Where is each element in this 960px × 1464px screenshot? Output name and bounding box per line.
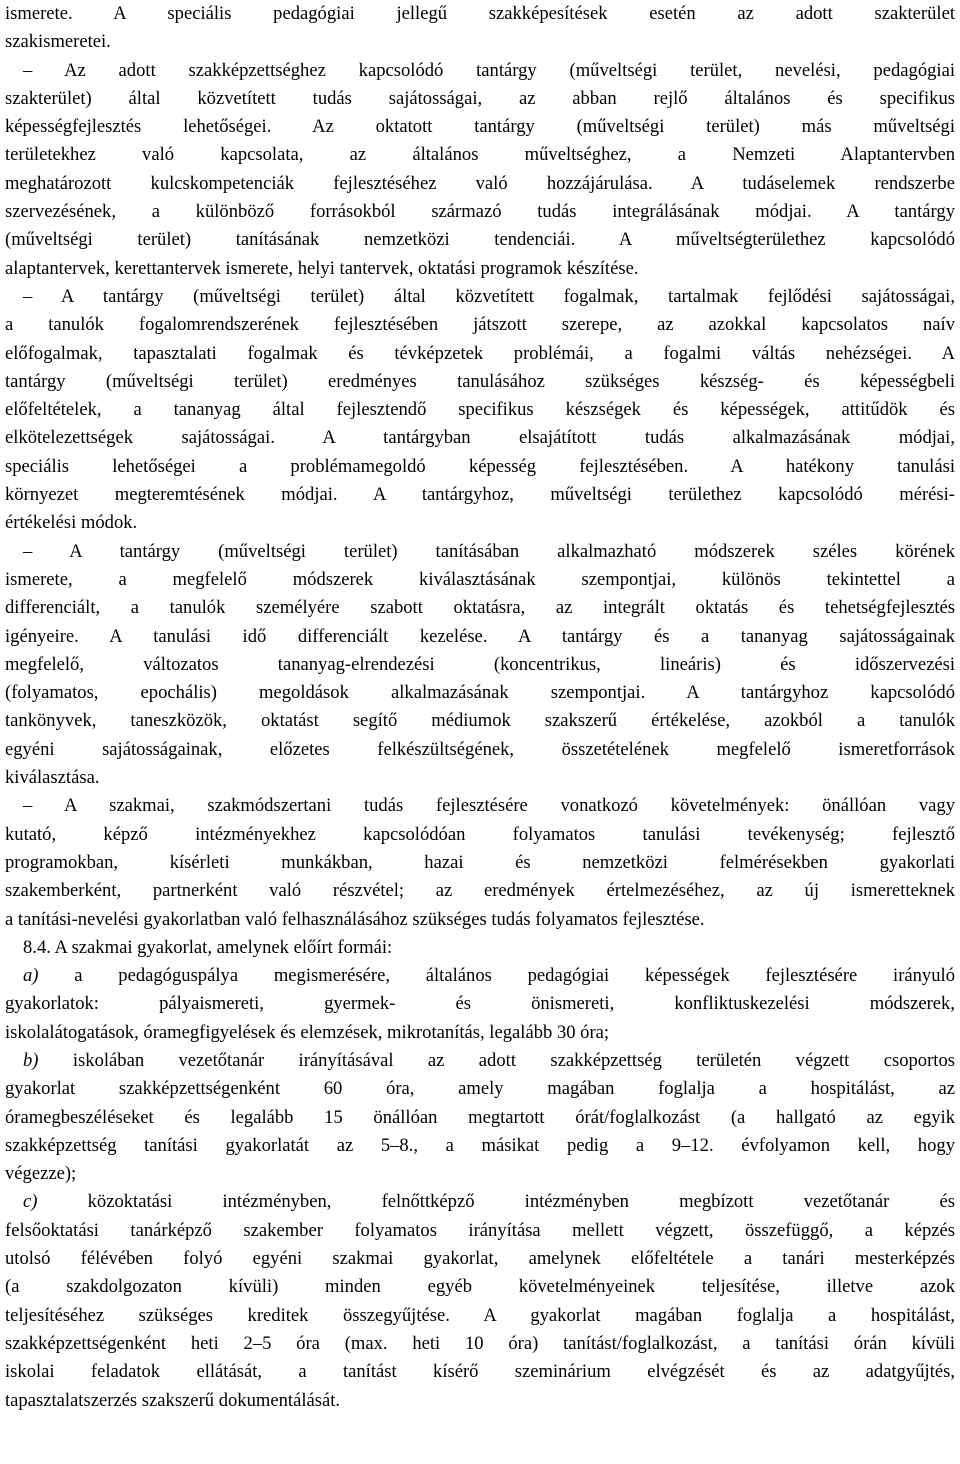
text-line: – A szakmai, szakmódszertani tudás fejlesztésére vonatkozó követelmények: önállóan vagy [23, 795, 955, 817]
text-line: tapasztalatszerzés szakszerű dokumentálását. [5, 1389, 341, 1411]
line-text: a pedagóguspálya megismerésére, általános pedagógiai képességek fejlesztésére irányuló [38, 965, 955, 987]
text-line: környezet megteremtésének módjai. A tantárgyhoz, műveltségi területhez kapcsolódó mérési- [5, 484, 955, 506]
text-line: óramegbeszéléseket és legalább 15 önállóan megtartott órát/foglalkozást (a hallgató az egyik [5, 1106, 955, 1128]
text-line: a tanulók fogalomrendszerének fejlesztésében játszott szerepe, az azokkal kapcsolatos naív [5, 314, 955, 336]
text-line: képességfejlesztés lehetőségei. Az oktatott tantárgy (műveltségi terület) más műveltségi [5, 116, 955, 138]
text-line: – Az adott szakképzettséghez kapcsolódó tantárgy (műveltségi terület, nevelési, pedagógiai [23, 59, 955, 81]
text-line: utolsó félévében folyó egyéni szakmai gyakorlat, amelynek előfeltétele a tanári mesterképzés [5, 1248, 955, 1270]
text-line: (műveltségi terület) tanításának nemzetközi tendenciái. A műveltségterülethez kapcsolódó [5, 229, 955, 251]
text-line: (a szakdolgozaton kívüli) minden egyéb követelményeinek teljesítése, illetve azok [5, 1276, 955, 1298]
text-line [5, 962, 955, 990]
text-line: végezze); [5, 1163, 77, 1185]
text-line: szakemberként, partnerként való részvétel; az eredmények értelmezéséhez, az új ismeretteknek [5, 880, 955, 902]
text-line [5, 1188, 955, 1216]
text-line: programokban, kísérleti munkákban, hazai és nemzetközi felmérésekben gyakorlati [5, 851, 955, 873]
text-line: értékelési módok. [5, 512, 138, 534]
list-marker: a) [23, 965, 39, 987]
text-line: szervezésének, a különböző forrásokból származó tudás integrálásának módjai. A tantárgy [5, 201, 955, 223]
text-line: differenciált, a tanulók személyére szabott oktatásra, az integrált oktatás és tehetségfejlesztés [5, 597, 955, 619]
text-line: a tanítási-nevelési gyakorlatban való felhasználásához szükséges tudás folyamatos fejlesztése. [5, 908, 705, 930]
line-text: közoktatási intézményben, felnőttképző intézményben megbízott vezetőtanár és [37, 1191, 955, 1213]
text-line: előfeltételek, a tananyag által fejlesztendő specifikus készségek és képességek, attitűdök és [5, 399, 955, 421]
text-line: szakterület) által közvetített tudás sajátosságai, az abban rejlő általános és specifikus [5, 87, 955, 109]
text-line: előfogalmak, tapasztalati fogalmak és tévképzetek problémái, a fogalmi váltás nehézségei. A [5, 342, 955, 364]
text-line: ismerete, a megfelelő módszerek kiválasztásának szempontjai, különös tekintettel a [5, 568, 955, 590]
list-marker: c) [23, 1191, 38, 1213]
text-line: tankönyvek, taneszközök, oktatást segítő médiumok szakszerű értékelése, azokból a tanulók [5, 710, 955, 732]
text-line: szakképzettségenként heti 2–5 óra (max. heti 10 óra) tanítást/foglalkozást, a tanítási órán kívüli [5, 1332, 955, 1354]
text-line: elkötelezettségek sajátosságai. A tantárgyban elsajátított tudás alkalmazásának módjai, [5, 427, 955, 449]
text-line: területekhez való kapcsolata, az általános műveltséghez, a Nemzeti Alaptantervben [5, 144, 955, 166]
text-line: egyéni sajátosságainak, előzetes felkészültségének, összetételének megfelelő ismeretforrások [5, 738, 955, 760]
text-line: teljesítéséhez szükséges kreditek összegyűjtése. A gyakorlat magában foglalja a hospitálást, [5, 1304, 955, 1326]
text-line: szakképzettség tanítási gyakorlatát az 5–8., a másikat pedig a 9–12. évfolyamon kell, hogy [5, 1134, 955, 1156]
text-line: megfelelő, változatos tananyag-elrendezési (koncentrikus, lineáris) és időszervezési [5, 653, 955, 675]
text-line: iskolai feladatok ellátását, a tanítást kísérő szeminárium elvégzését és az adatgyűjtés, [5, 1361, 955, 1383]
text-line: felsőoktatási tanárképző szakember folyamatos irányítása mellett végzett, összefüggő, a képzés [5, 1219, 955, 1241]
text-line: meghatározott kulcskompetenciák fejlesztéséhez való hozzájárulása. A tudáselemek rendszerbe [5, 172, 955, 194]
text-line: 8.4. A szakmai gyakorlat, amelynek előírt formái: [23, 936, 393, 958]
text-line: gyakorlat szakképzettségenként 60 óra, amely magában foglalja a hospitálást, az [5, 1078, 955, 1100]
text-line: ismerete. A speciális pedagógiai jellegű szakképesítések esetén az adott szakterület [5, 3, 955, 24]
text-line: iskolalátogatások, óramegfigyelések és elemzések, mikrotanítás, legalább 30 óra; [5, 1021, 610, 1043]
text-line: kutató, képző intézményekhez kapcsolódóan folyamatos tanulási tevékenység; fejlesztő [5, 823, 955, 845]
text-line: alaptantervek, kerettantervek ismerete, helyi tantervek, oktatási programok készítése. [5, 257, 639, 279]
text-line: igényeire. A tanulási idő differenciált kezelése. A tantárgy és a tananyag sajátosságainak [5, 625, 955, 647]
line-text: iskolában vezetőtanár irányításával az adott szakképzettség területén végzett csoportos [38, 1049, 955, 1071]
text-line: – A tantárgy (műveltségi terület) tanításában alkalmazható módszerek széles körének [23, 540, 955, 562]
text-line: (folyamatos, epochális) megoldások alkalmazásának szempontjai. A tantárgyhoz kapcsolódó [5, 682, 955, 704]
text-line: szakismeretei. [5, 31, 111, 53]
text-line: – A tantárgy (műveltségi terület) által közvetített fogalmak, tartalmak fejlődési sajátosságai, [23, 285, 955, 307]
text-line: gyakorlatok: pályaismereti, gyermek- és önismereti, konfliktuskezelési módszerek, [5, 993, 955, 1015]
text-line [5, 1047, 955, 1075]
text-line: tantárgy (műveltségi terület) eredményes tanulásához szükséges készség- és képességbeli [5, 370, 955, 392]
text-line: speciális lehetőségei a problémamegoldó képesség fejlesztésében. A hatékony tanulási [5, 455, 955, 477]
text-line: kiválasztása. [5, 767, 100, 789]
list-marker: b) [23, 1049, 39, 1071]
